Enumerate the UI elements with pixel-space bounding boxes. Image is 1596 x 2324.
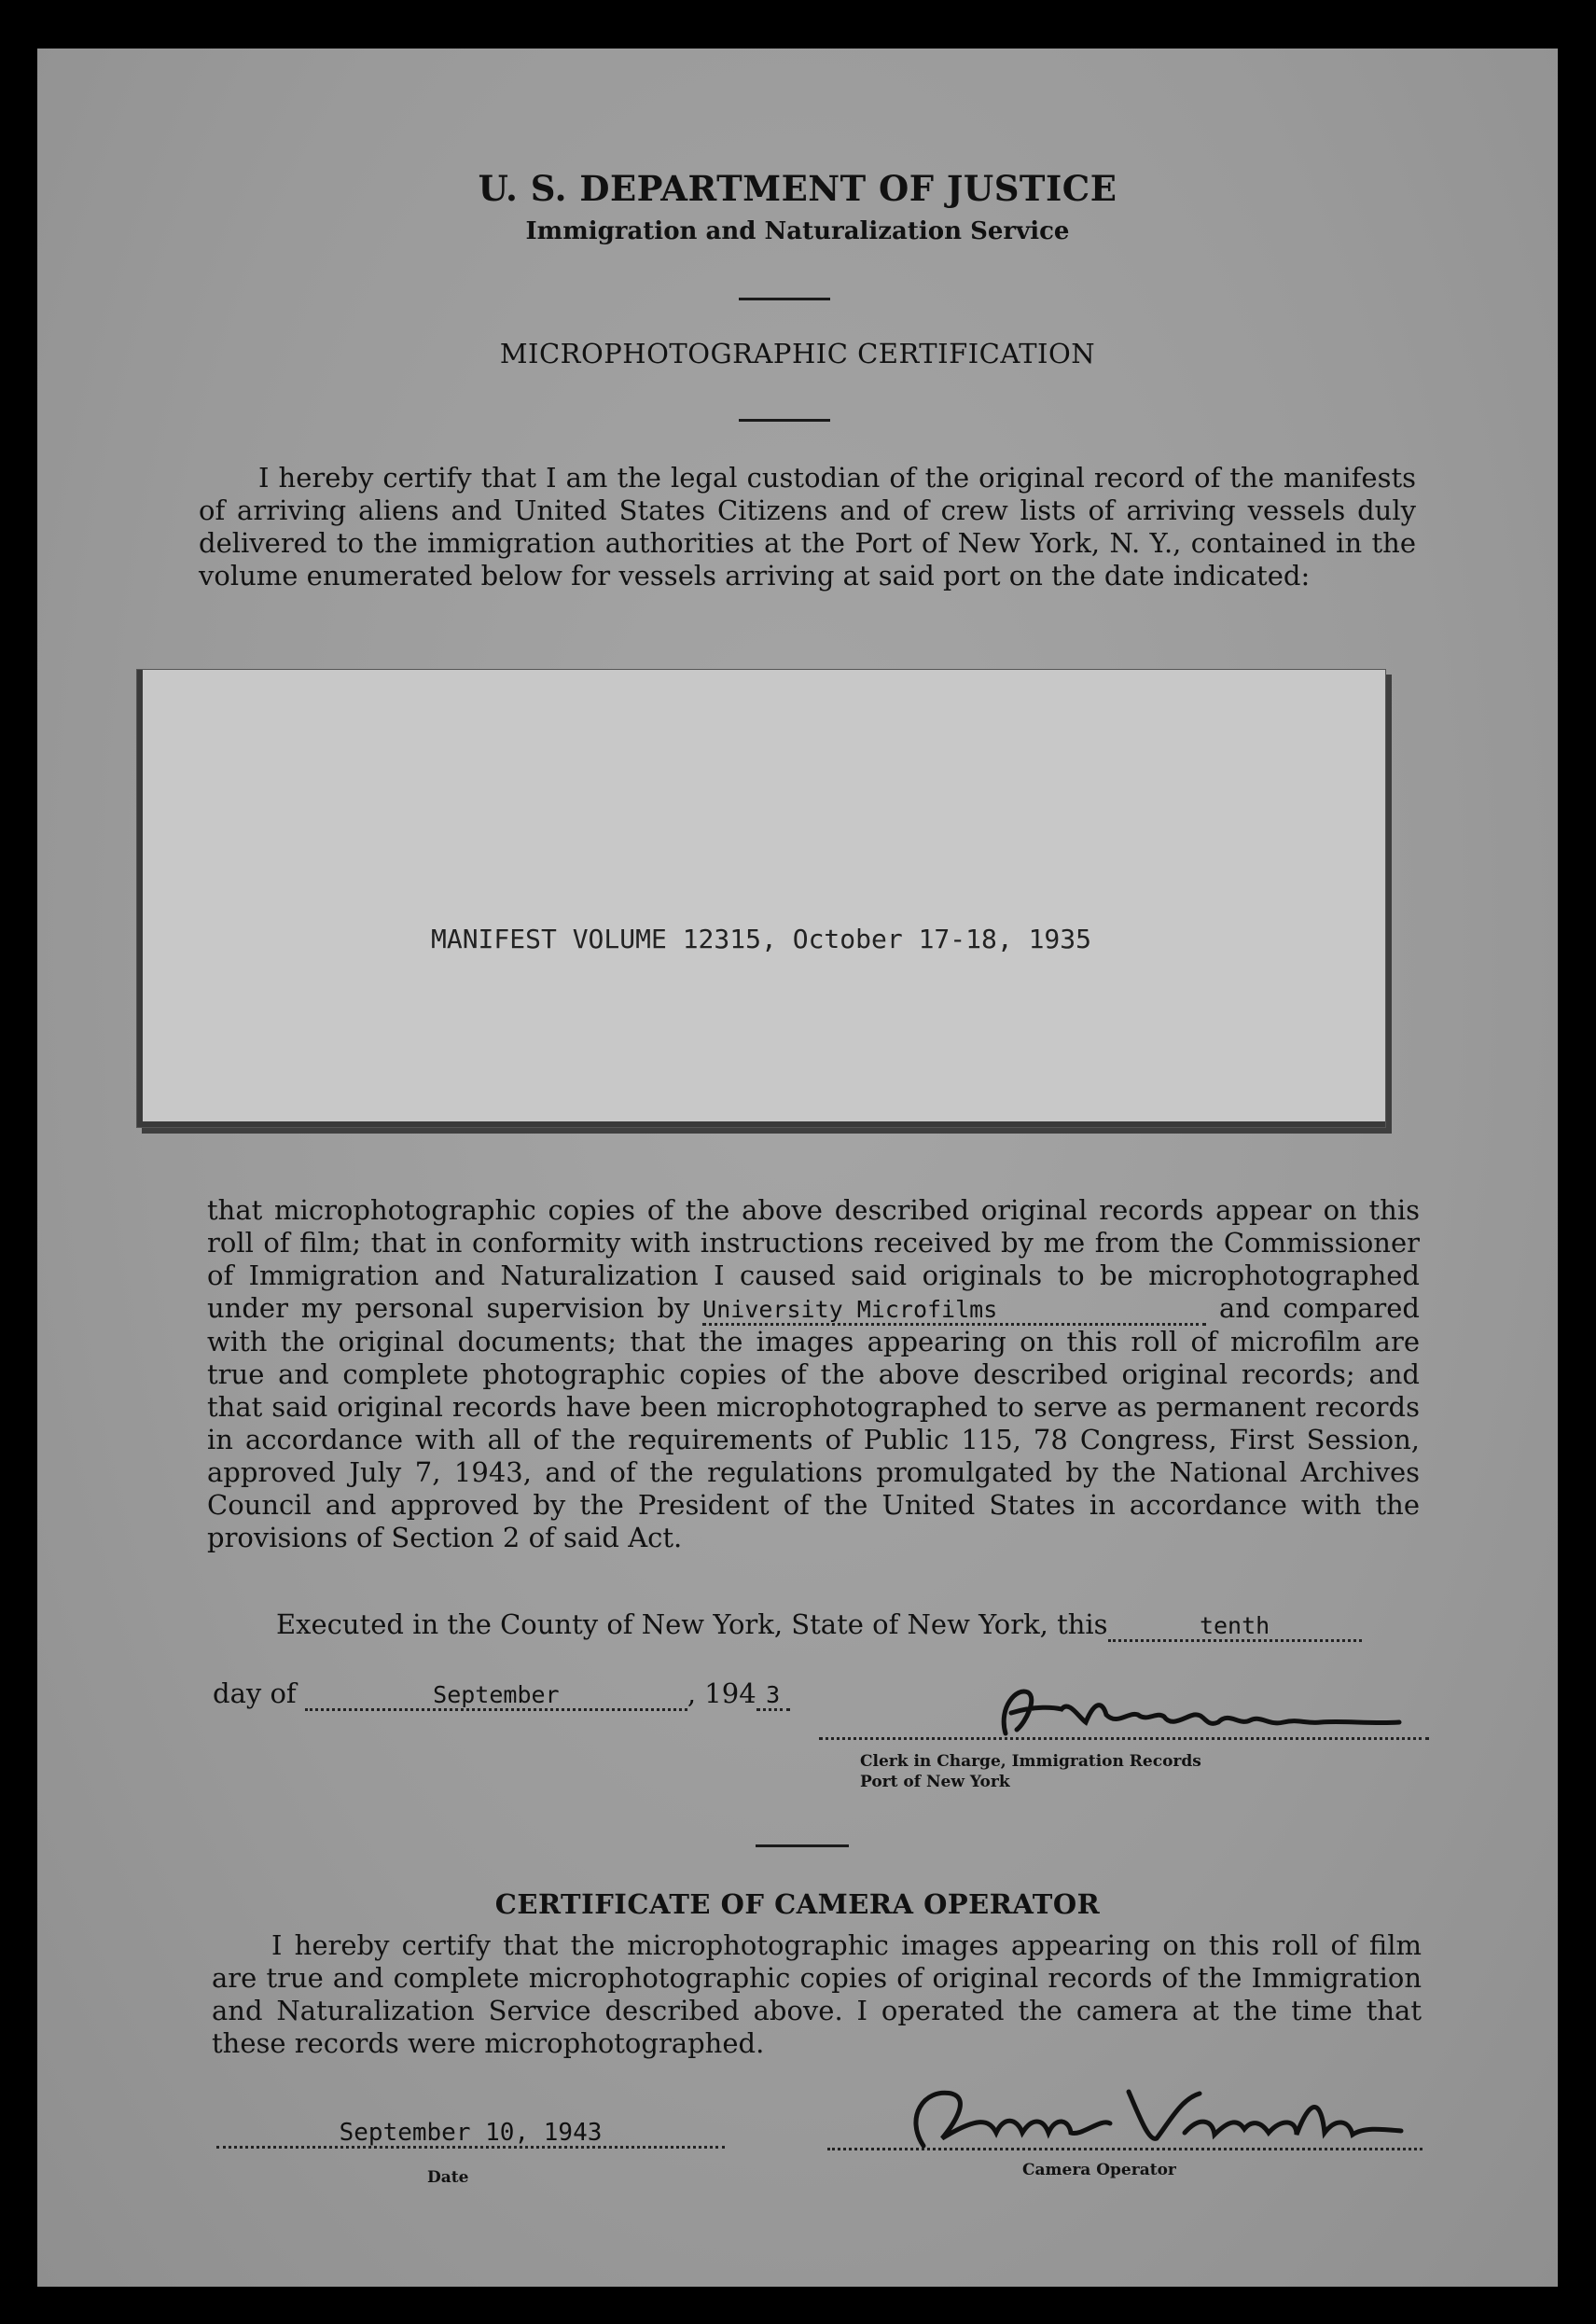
camera-operator-heading: CERTIFICATE OF CAMERA OPERATOR	[494, 1888, 1101, 1920]
camera-operator-paragraph: I hereby certify that the microphotographic images appearing on this roll of film are true and complete microphotographic copies of original records of the Immigration and Naturalization Service described above. I operated the camera at the time that these records were microphotographed.	[212, 1929, 1422, 2059]
operator-signature-label: Camera Operator	[1022, 2161, 1176, 2179]
intro-paragraph: I hereby certify that I am the legal custodian of the original record of the manifests of arriving aliens and United States Citizens and of crew lists of arriving vessels duly delivered to the immigration authorities at the Port of New York, N. Y., contained in the volume enumerated below for vessels arriving at said port on the date indicated:	[199, 462, 1416, 591]
execution-prefix: Executed in the County of New York, State of New York, this	[276, 1608, 1108, 1640]
day-of-line	[213, 1677, 790, 1711]
service-subheading: Immigration and Naturalization Service	[525, 217, 1070, 245]
manifest-volume-text: MANIFEST VOLUME 12315, October 17-18, 1935	[430, 924, 1091, 954]
divider-rule	[739, 298, 830, 300]
certificate-sheet	[37, 49, 1558, 2287]
clerk-title: Clerk in Charge, Immigration Records	[860, 1752, 1201, 1771]
divider-rule	[739, 419, 830, 422]
body-text-part1: that microphotographic copies of the above described original records appear on this roll of film; that in conformity with instructions received by me from the Commissioner of Immigration and Naturalization I caused said originals to be microphotographed under my personal supervision by	[207, 1194, 1420, 1324]
execution-day-field: tenth	[1108, 1613, 1362, 1642]
manifest-volume-card	[136, 669, 1386, 1128]
operator-signature-scrawl	[886, 2080, 1409, 2157]
clerk-port: Port of New York	[860, 1773, 1010, 1791]
certification-title: MICROPHOTOGRAPHIC CERTIFICATION	[499, 338, 1096, 369]
date-value: September 10, 1943	[216, 2120, 725, 2149]
clerk-signature-scrawl	[989, 1679, 1427, 1746]
operator-signature	[886, 2080, 1409, 2161]
date-field	[216, 2120, 725, 2149]
certification-body-paragraph	[207, 1194, 1420, 1554]
execution-month-field: September	[305, 1682, 687, 1711]
body-text-part2: and compared with the original documents; that the images appearing on this roll of microfilm are true and complete photographic copies of the above described original records; and that said original records have been microphotographed to serve as permanent records in accordance with all of the requirements of Public 115, 78 Congress, First Session, approved July 7, 1943, and of the regulations promulgated by the National Archives Council and approved by the President of the United States in accordance with the provisions of Section 2 of said Act.	[207, 1292, 1420, 1553]
day-of-label: day of	[213, 1677, 297, 1709]
clerk-signature	[989, 1679, 1427, 1750]
date-label: Date	[427, 2168, 469, 2187]
execution-line	[276, 1608, 1362, 1642]
divider-rule	[756, 1844, 849, 1847]
year-prefix: , 194	[687, 1677, 756, 1709]
year-digit-field: 3	[756, 1682, 790, 1711]
microfilmer-field: University Microfilms	[702, 1297, 1206, 1326]
department-heading: U. S. DEPARTMENT OF JUSTICE	[478, 168, 1117, 209]
